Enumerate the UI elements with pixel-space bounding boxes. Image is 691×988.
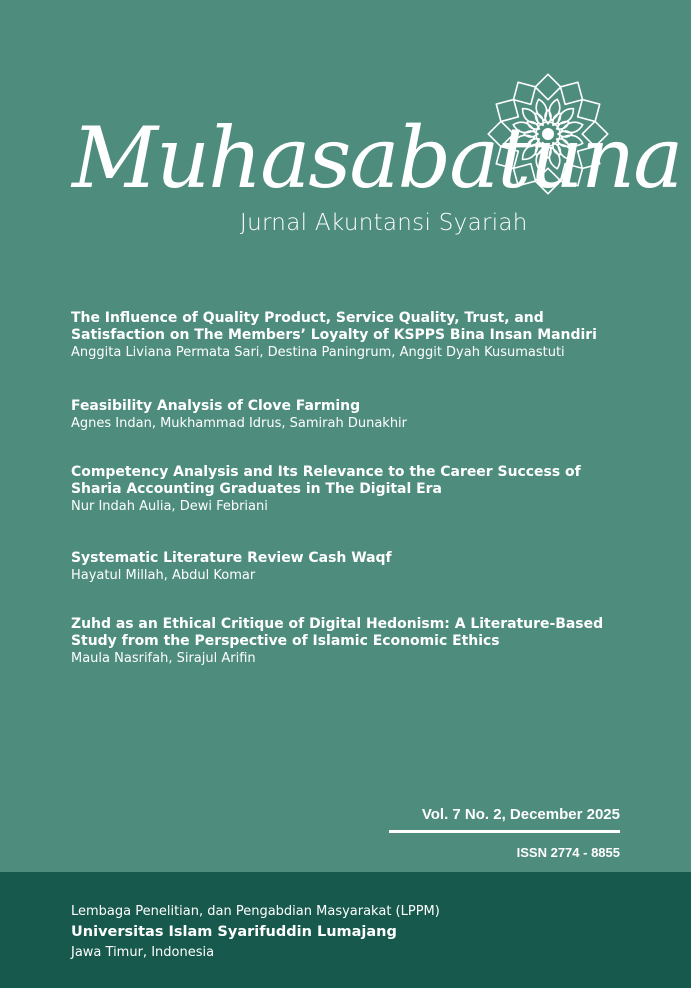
article-title: The Influence of Quality Product, Service Quality, Trust, and Satisfaction on The Members’ Loyalty of KSPPS Bina Insan Mandiri — [71, 310, 597, 343]
article-authors: Maula Nasrifah, Sirajul Arifin — [71, 651, 256, 666]
article-authors: Nur Indah Aulia, Dewi Febriani — [71, 499, 268, 514]
divider — [389, 830, 620, 833]
publisher-university: Universitas Islam Syarifuddin Lumajang — [71, 924, 397, 940]
article-title: Zuhd as an Ethical Critique of Digital Hedonism: A Literature-Based Study from the Perspective of Islamic Economic Ethics — [71, 616, 604, 649]
journal-title: Muhasabatuna — [72, 109, 682, 207]
issue-volume: Vol. 7 No. 2, December 2025 — [421, 806, 620, 823]
article-authors: Anggita Liviana Permata Sari, Destina Paningrum, Anggit Dyah Kusumastuti — [71, 345, 565, 360]
article-item — [71, 398, 631, 432]
article-authors: Hayatul Millah, Abdul Komar — [71, 568, 256, 583]
article-title: Systematic Literature Review Cash Waqf — [71, 550, 392, 566]
article-title: Feasibility Analysis of Clove Farming — [71, 398, 361, 414]
article-item — [71, 464, 631, 515]
journal-subtitle: Jurnal Akuntansi Syariah — [240, 210, 528, 236]
article-item — [71, 310, 631, 361]
article-item — [71, 550, 631, 584]
article-authors: Agnes Indan, Mukhammad Idrus, Samirah Dunakhir — [71, 416, 408, 431]
publisher-institute: Lembaga Penelitian, dan Pengabdian Masyarakat (LPPM) — [71, 904, 440, 919]
publisher-location: Jawa Timur, Indonesia — [71, 945, 215, 960]
article-item — [71, 616, 631, 667]
article-title: Competency Analysis and Its Relevance to the Career Success of Sharia Accounting Graduates in The Digital Era — [71, 464, 581, 497]
issn-number: ISSN 2774 - 8855 — [516, 845, 620, 860]
